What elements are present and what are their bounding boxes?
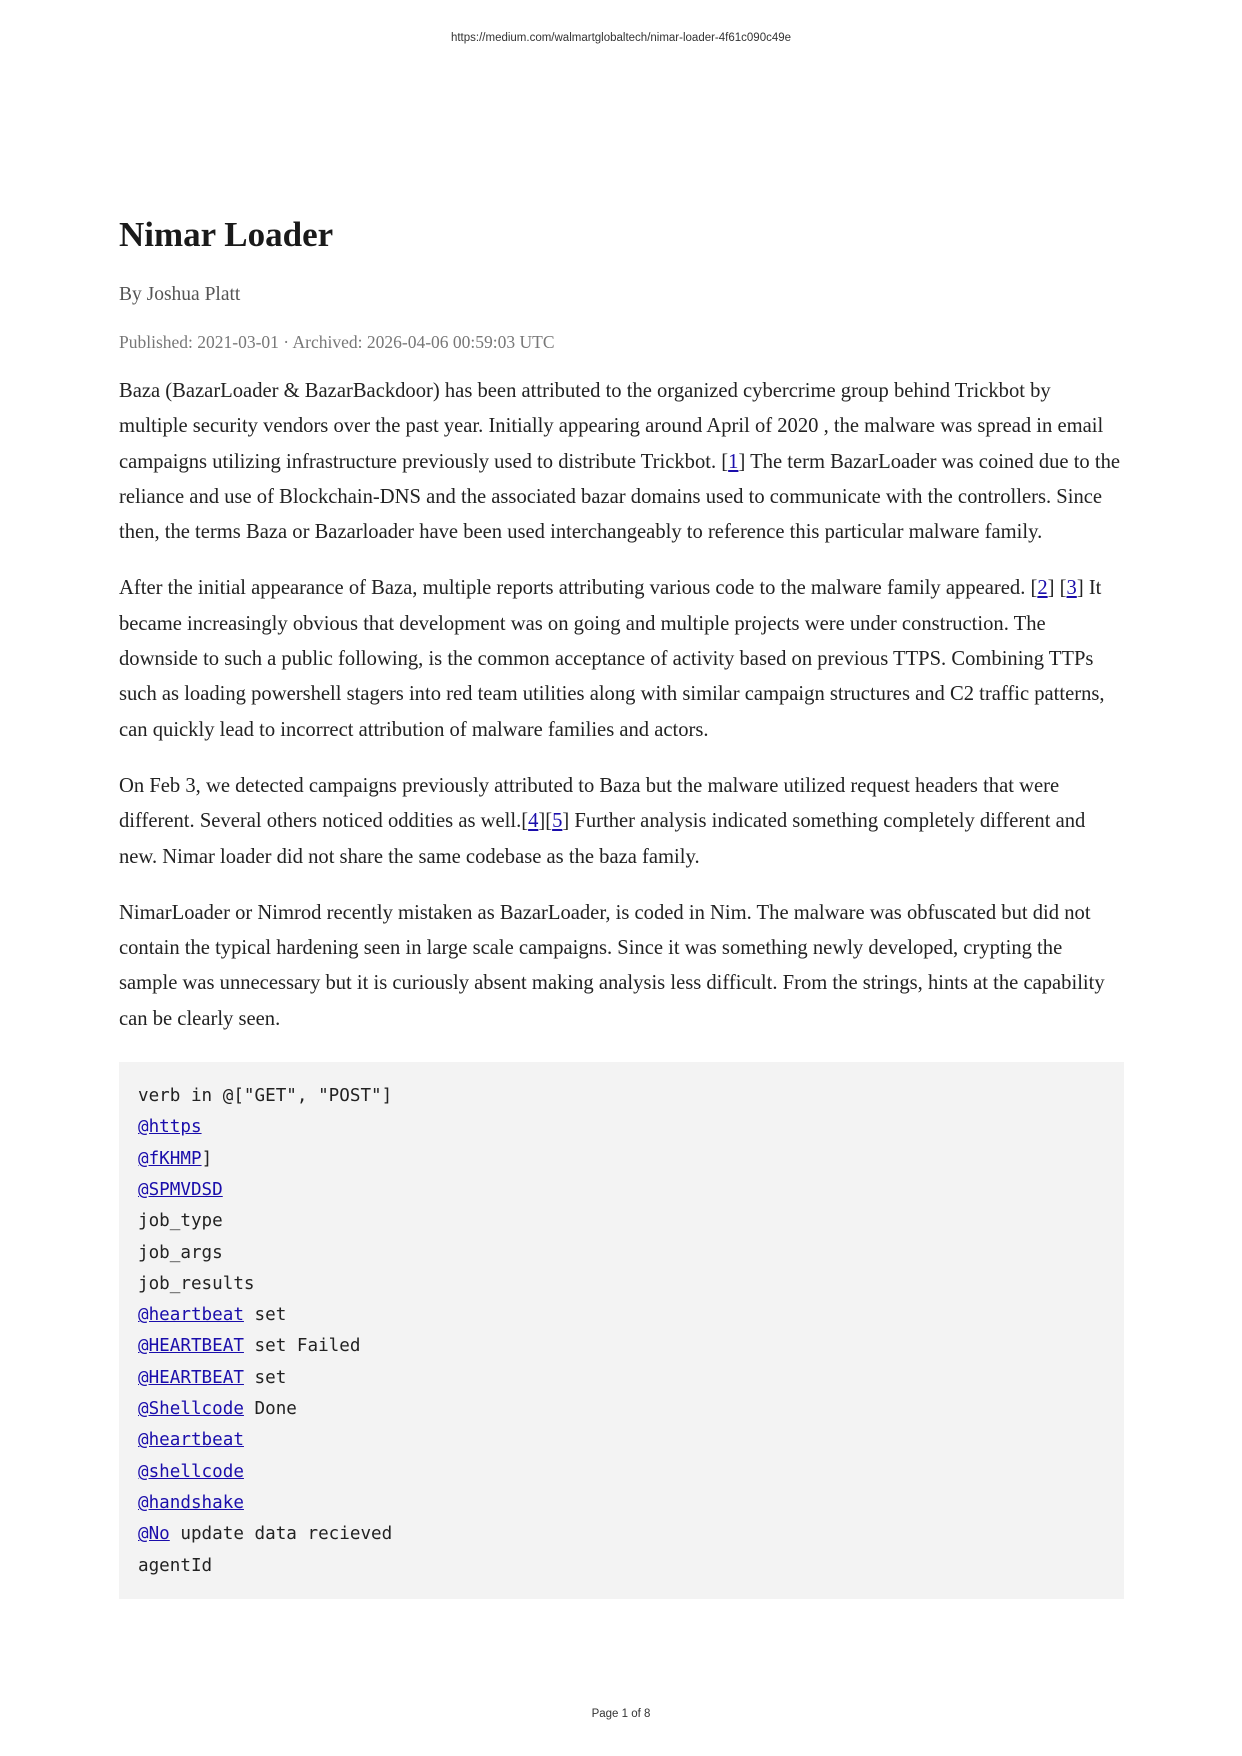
paragraph-text: ][	[538, 810, 553, 833]
code-line	[138, 1488, 1105, 1519]
code-line: agentId	[138, 1555, 213, 1576]
code-line: job_results	[138, 1273, 255, 1294]
code-text: set	[243, 1367, 287, 1388]
code-text: set	[243, 1305, 287, 1326]
code-link[interactable]: @No	[138, 1524, 170, 1545]
code-block	[119, 1062, 1124, 1599]
page-number: Page 1 of 8	[591, 1708, 651, 1720]
reference-link-4[interactable]: 4	[528, 810, 539, 833]
article	[119, 212, 1124, 1599]
code-link[interactable]: @heartbeat	[138, 1305, 244, 1326]
code-line	[138, 1175, 1105, 1206]
code-line	[138, 1112, 1105, 1143]
author-byline: By Joshua Platt	[119, 284, 241, 305]
code-text: ]	[201, 1148, 213, 1169]
code-line	[138, 1331, 1105, 1362]
paragraph-text: ] [	[1047, 577, 1067, 600]
paragraph-4: NimarLoader or Nimrod recently mistaken as BazarLoader, is coded in Nim. The malware was obfuscated but did not contain the typical hardening seen in large scale campaigns. Since it was something newly developed, crypting the sample was unnecessary but it is curiously absent making analysis less difficult. From the strings, hints at the capability can be clearly seen.	[119, 901, 1105, 1030]
page-url: https://medium.com/walmartglobaltech/nimar-loader-4f61c090c49e	[450, 32, 792, 44]
code-line	[138, 1363, 1105, 1394]
paragraph-2	[119, 571, 1124, 747]
paragraph-text: On Feb 3, we detected campaigns previously attributed to Baza but the malware utilized request headers that were different. Several others noticed oddities as well.[	[119, 774, 1060, 833]
code-line: verb in @["GET", "POST"]	[138, 1086, 393, 1107]
reference-link-2[interactable]: 2	[1037, 577, 1048, 600]
article-title: Nimar Loader	[119, 215, 334, 254]
code-text: update data recieved	[169, 1524, 393, 1545]
code-line	[138, 1394, 1105, 1425]
paragraph-text: ] It became increasingly obvious that development was on going and multiple projects were under construction. The downside to such a public following, is the common acceptance of activity based on previous TTPS. Combining TTPs such as loading powershell stagers into red team utilities along with similar campaign structures and C2 traffic patterns, can quickly lead to incorrect attribution of malware families and actors.	[119, 577, 1105, 741]
code-link[interactable]: @SPMVDSD	[138, 1179, 223, 1200]
paragraph-1	[119, 374, 1124, 550]
code-link[interactable]: @fKHMP	[138, 1148, 202, 1169]
code-text: Done	[243, 1399, 297, 1420]
code-line	[138, 1144, 1105, 1175]
code-line	[138, 1300, 1105, 1331]
publish-meta: Published: 2021-03-01 · Archived: 2026-04-06 00:59:03 UTC	[119, 332, 555, 352]
code-line	[138, 1425, 1105, 1456]
code-line	[138, 1519, 1105, 1550]
code-text: set Failed	[243, 1336, 361, 1357]
code-link[interactable]: @handshake	[138, 1492, 244, 1513]
code-link[interactable]: @Shellcode	[138, 1399, 244, 1420]
paragraph-text: Baza (BazarLoader & BazarBackdoor) has been attributed to the organized cybercrime group behind Trickbot by multiple security vendors over the past year. Initially appearing around April of 2020 , the malware was spread in email campaigns utilizing infrastructure previously used to distribute Trickbot. [	[119, 380, 1104, 473]
paragraph-text: ] The term BazarLoader was coined due to the reliance and use of Blockchain-DNS and the associated bazar domains used to communicate with the controllers. Since then, the terms Baza or Bazarloader have been used interchangeably to reference this particular malware family.	[119, 450, 1121, 544]
reference-link-5[interactable]: 5	[552, 810, 563, 833]
code-line	[138, 1457, 1105, 1488]
code-link[interactable]: @shellcode	[138, 1461, 244, 1482]
code-link[interactable]: @heartbeat	[138, 1430, 244, 1451]
code-link[interactable]: @https	[138, 1117, 202, 1138]
code-line: job_type	[138, 1211, 223, 1232]
paragraph-3	[119, 769, 1124, 875]
code-line: job_args	[138, 1242, 223, 1263]
code-link[interactable]: @HEARTBEAT	[138, 1367, 244, 1388]
paragraph-text: ] Further analysis indicated something completely different and new. Nimar loader did not share the same codebase as the baza family.	[119, 810, 1086, 868]
reference-link-1[interactable]: 1	[728, 450, 739, 473]
paragraph-text: After the initial appearance of Baza, multiple reports attributing various code to the malware family appeared. [	[119, 577, 1038, 600]
reference-link-3[interactable]: 3	[1066, 577, 1077, 600]
code-link[interactable]: @HEARTBEAT	[138, 1336, 244, 1357]
